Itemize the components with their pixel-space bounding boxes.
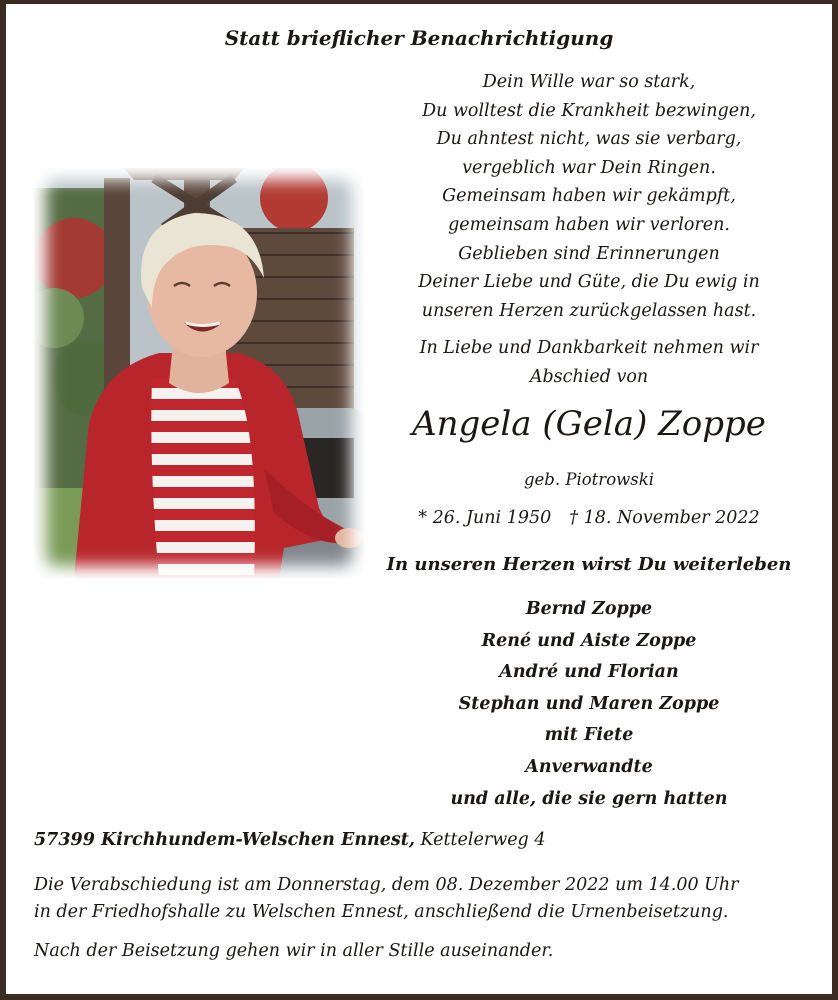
farewell-intro xyxy=(388,334,790,392)
intro-line: In Liebe und Dankbarkeit nehmen wir xyxy=(419,338,759,358)
address-street: Kettelerweg 4 xyxy=(420,830,546,850)
mourner: mit Fiete xyxy=(544,725,634,746)
mourner: und alle, die sie gern hatten xyxy=(450,788,728,809)
poem-line: Du ahntest nicht, was sie verbarg, xyxy=(436,129,742,150)
mourner: Stephan und Maren Zoppe xyxy=(458,693,720,714)
address xyxy=(34,830,545,850)
poem-line: Dein Wille war so stark, xyxy=(482,72,696,92)
notice-header: Statt brieflicher Benachrichtigung xyxy=(224,26,614,50)
mourner: Anverwandte xyxy=(525,756,653,777)
poem-line: Geblieben sind Erinnerungen xyxy=(458,243,720,264)
address-city: 57399 Kirchhundem-Welschen Ennest, xyxy=(34,830,415,850)
death-date: † 18. November 2022 xyxy=(569,508,760,528)
mourners-list xyxy=(388,594,790,815)
poem-line: vergeblich war Dein Ringen. xyxy=(462,157,716,178)
poem-line: unseren Herzen zurückgelassen hast. xyxy=(421,300,757,321)
closing-note: Nach der Beisetzung gehen wir in aller Stille auseinander. xyxy=(34,941,554,961)
poem xyxy=(388,68,790,325)
mourner: André und Florian xyxy=(499,662,679,683)
poem-line: Du wolltest die Krankheit bezwingen, xyxy=(422,100,756,121)
service-line: Die Verabschiedung ist am Donnerstag, dem 08. Dezember 2022 um 14.00 Uhr xyxy=(34,875,739,895)
motto: In unseren Herzen wirst Du weiterleben xyxy=(386,554,792,575)
poem-line: gemeinsam haben wir verloren. xyxy=(448,214,730,235)
service-line: in der Friedhofshalle zu Welschen Ennest, anschließend die Urnenbeisetzung. xyxy=(34,902,729,922)
deceased-name: Angela (Gela) Zoppe xyxy=(412,404,766,444)
poem-line: Gemeinsam haben wir gekämpft, xyxy=(442,186,736,207)
birth-date: * 26. Juni 1950 xyxy=(418,508,552,528)
mourner: Bernd Zoppe xyxy=(525,599,653,619)
mourner: René und Aiste Zoppe xyxy=(481,630,697,651)
portrait-photo xyxy=(34,168,364,578)
poem-line: Deiner Liebe und Güte, die Du ewig in xyxy=(418,272,760,293)
life-dates xyxy=(388,508,790,528)
intro-line: Abschied von xyxy=(529,367,649,387)
birth-name: geb. Piotrowski xyxy=(523,470,654,489)
service-info xyxy=(34,872,804,926)
